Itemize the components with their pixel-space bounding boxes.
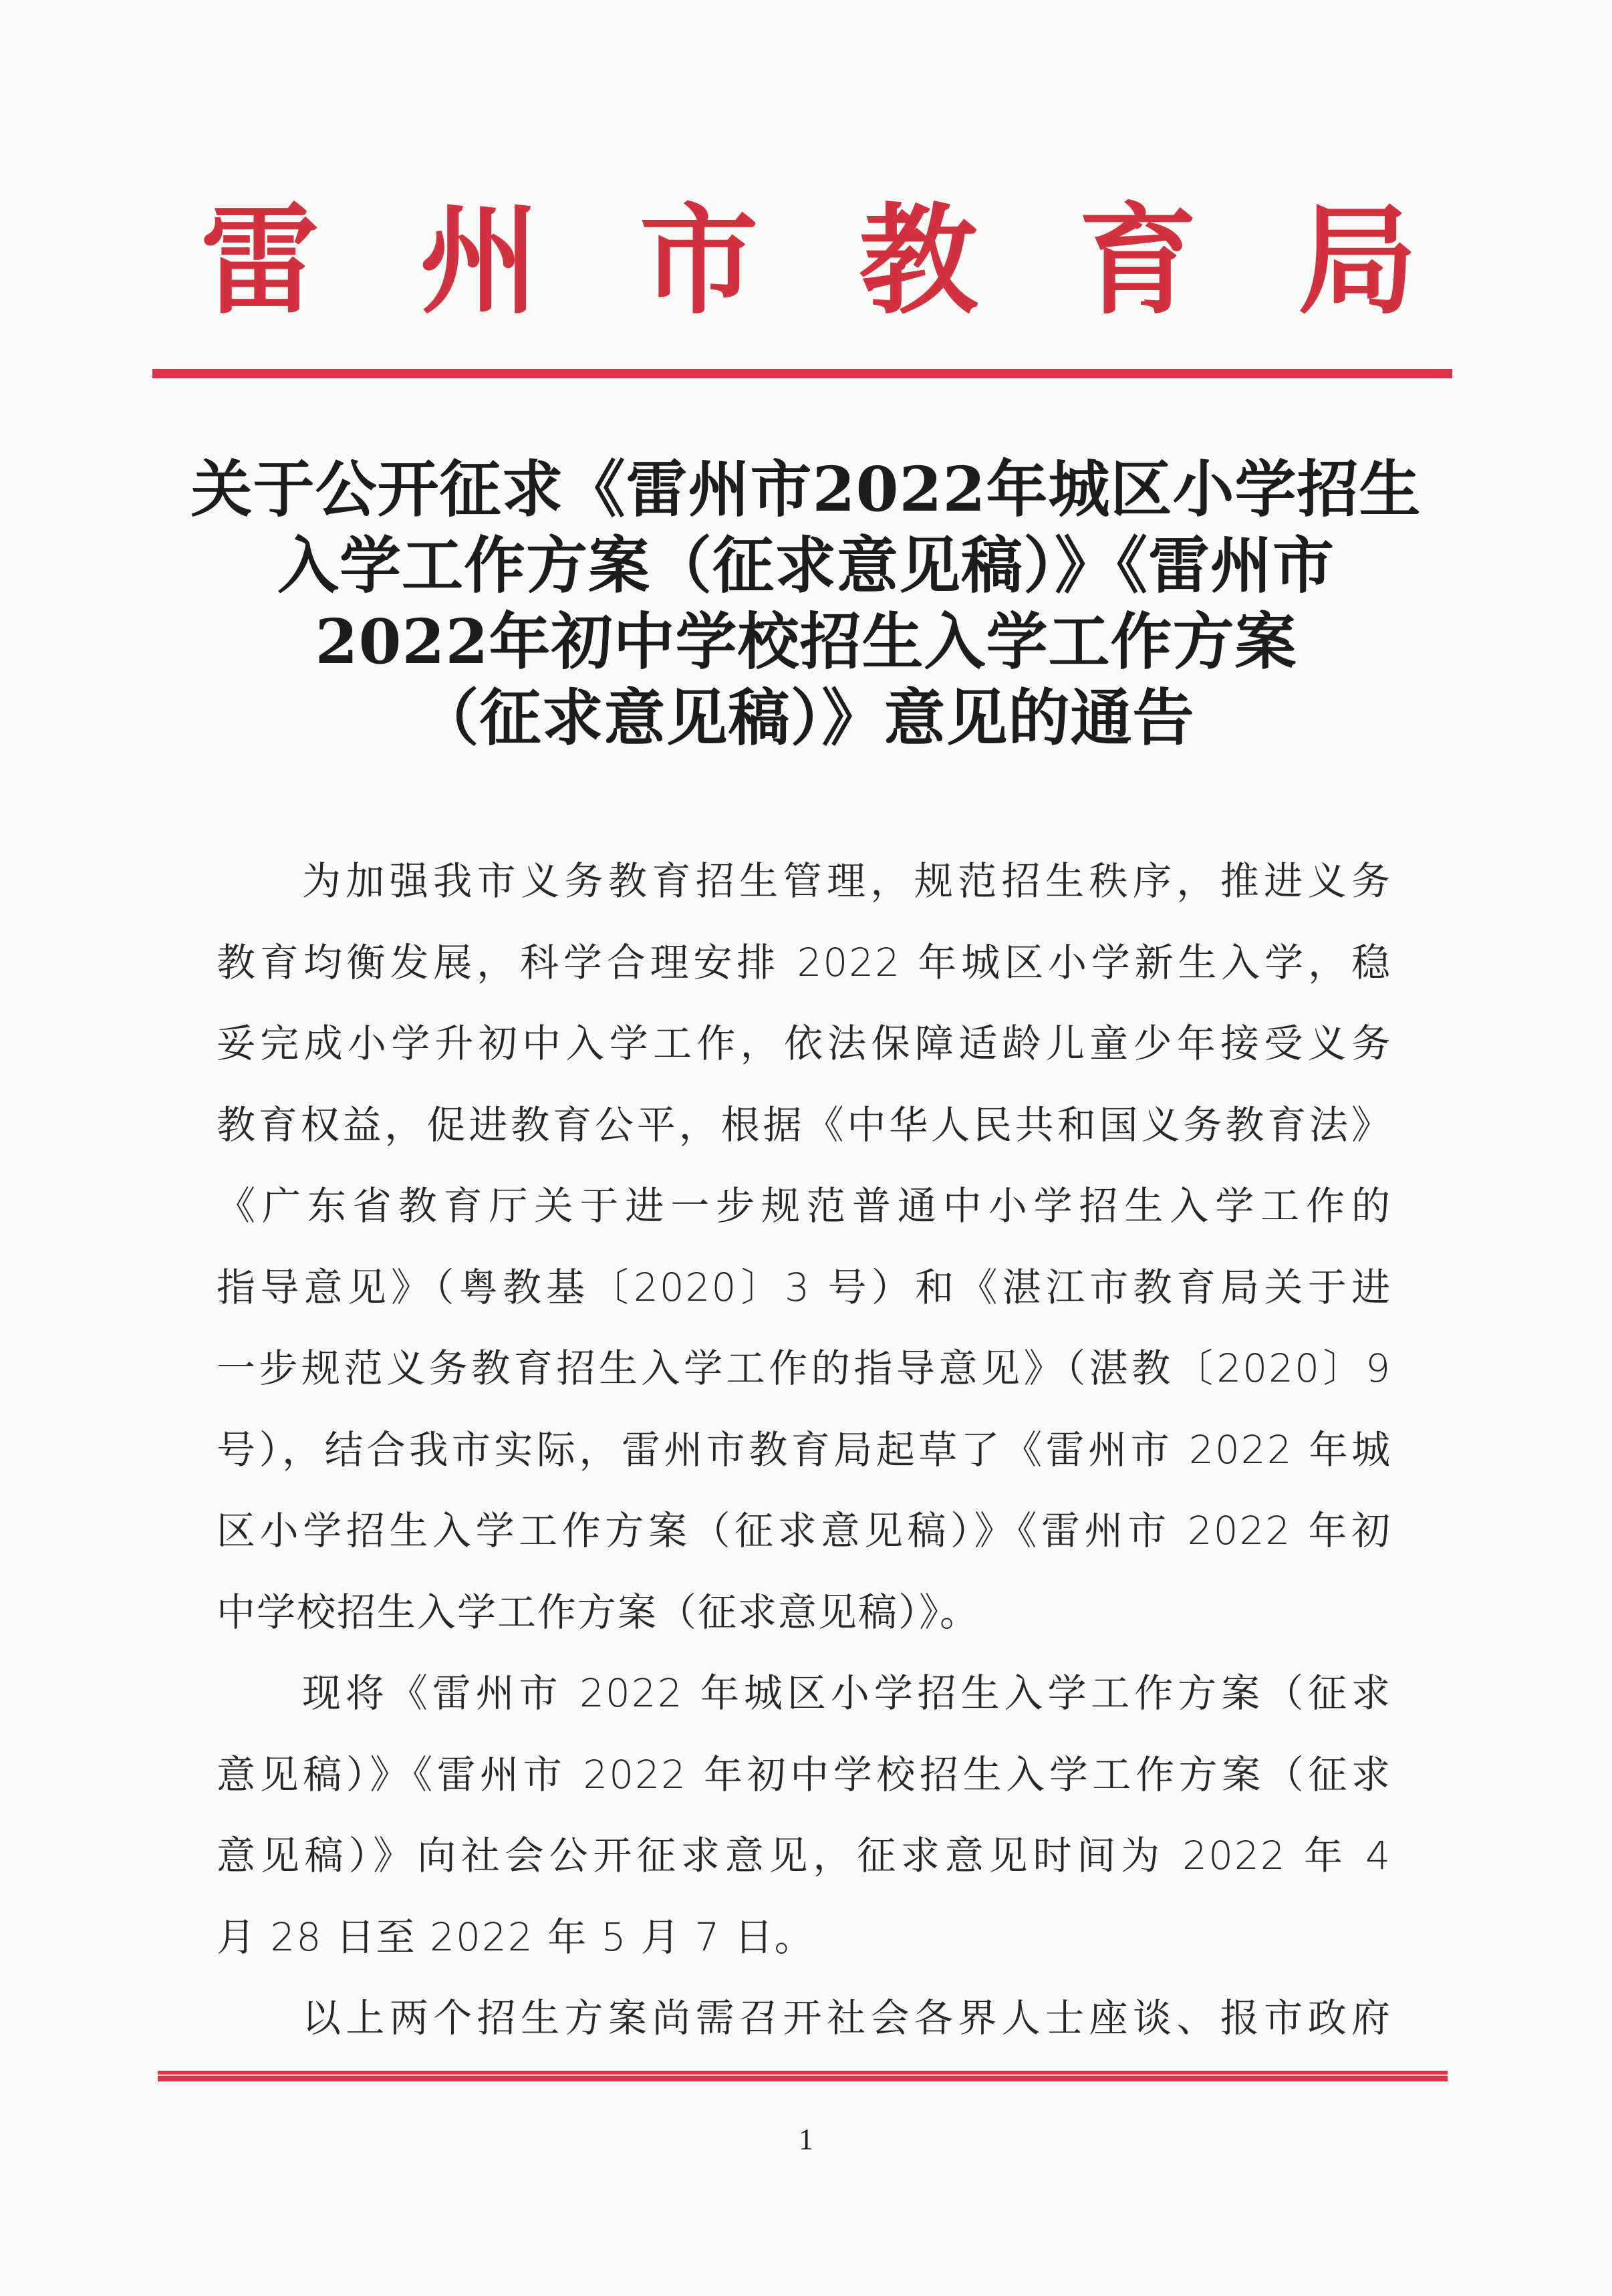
body-line: 区小学招生入学工作方案（征求意见稿）》《雷州市 2022 年初 [217, 1508, 1391, 1553]
document-title [0, 451, 1612, 756]
body-line: 意见稿）》向社会公开征求意见，征求意见时间为 2022 年 4 [217, 1833, 1391, 1878]
letterhead-char: 雷 [200, 190, 319, 330]
body-line: 一步规范义务教育招生入学工作的指导意见》（湛教〔2020〕9 [217, 1346, 1391, 1391]
title-line: 2022年初中学校招生入学工作方案 [315, 606, 1297, 678]
body-line: 为加强我市义务教育招生管理，规范招生秩序，推进义务 [302, 858, 1391, 904]
body-line: 《广东省教育厅关于进一步规范普通中小学招生入学工作的 [217, 1183, 1391, 1229]
letterhead-char: 局 [1297, 190, 1417, 330]
title-line: （征求意见稿）》意见的通告 [417, 682, 1195, 754]
body-line: 意见稿）》《雷州市 2022 年初中学校招生入学工作方案（征求 [217, 1751, 1391, 1797]
footer-divider [158, 2071, 1448, 2081]
page-number: 1 [799, 2123, 813, 2156]
body-line: 现将《雷州市 2022 年城区小学招生入学工作方案（征求 [302, 1670, 1391, 1716]
body-line: 中学校招生入学工作方案（征求意见稿）》。 [217, 1589, 980, 1635]
letterhead-char: 育 [1078, 190, 1198, 330]
body-line: 教育权益，促进教育公平，根据《中华人民共和国义务教育法》 [217, 1102, 1391, 1148]
title-line: 入学工作方案（征求意见稿）》《雷州市 [277, 529, 1335, 602]
body-line: 指导意见》（粤教基〔2020〕3 号）和《湛江市教育局关于进 [217, 1264, 1391, 1310]
body-line: 号），结合我市实际，雷州市教育局起草了《雷州市 2022 年城 [217, 1426, 1391, 1473]
letterhead-divider [152, 369, 1452, 378]
letterhead-org-name [200, 190, 1417, 330]
body-line: 妥完成小学升初中入学工作，依法保障适龄儿童少年接受义务 [217, 1021, 1391, 1066]
letterhead-char: 市 [639, 190, 759, 330]
title-line: 关于公开征求《雷州市2022年城区小学招生 [190, 453, 1422, 525]
body-line: 月 28 日至 2022 年 5 月 7 日。 [217, 1914, 815, 1960]
letterhead-char: 教 [859, 190, 978, 330]
body-line: 以上两个招生方案尚需召开社会各界人士座谈、报市政府 [302, 1995, 1391, 2041]
document-body [217, 841, 1391, 2059]
letterhead-char: 州 [420, 190, 539, 330]
body-line: 教育均衡发展，科学合理安排 2022 年城区小学新生入学，稳 [217, 939, 1391, 985]
